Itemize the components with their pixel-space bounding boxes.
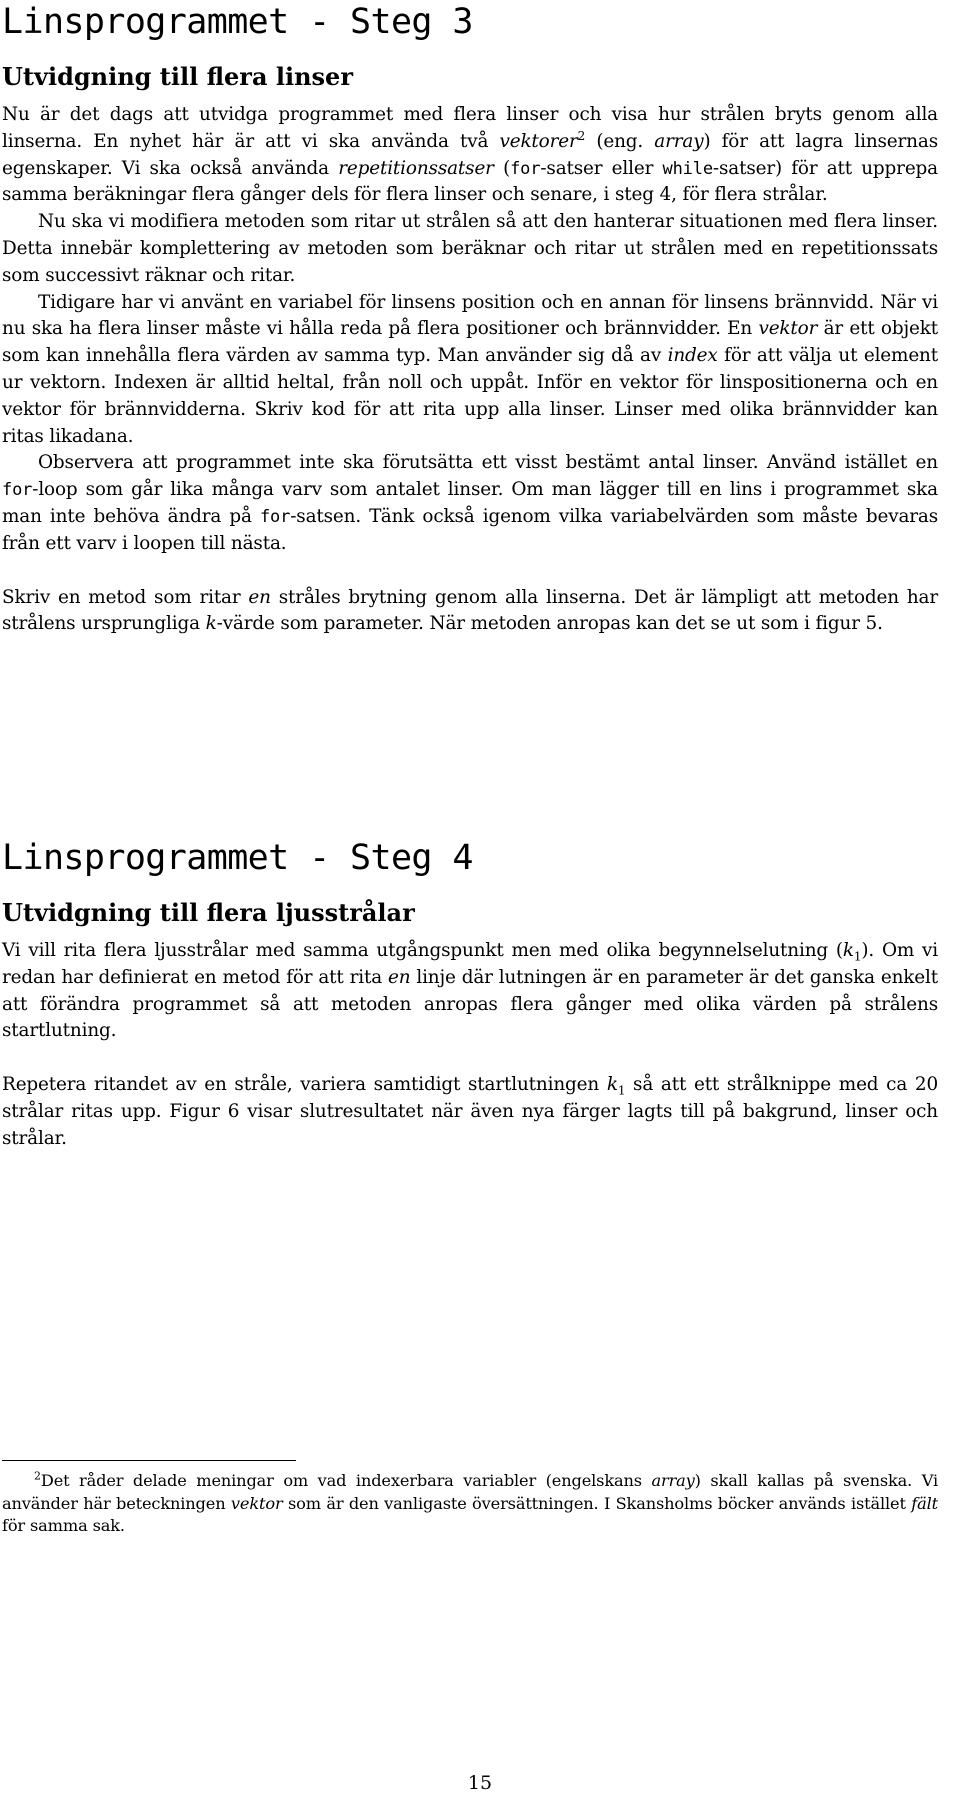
page-number: 15	[467, 1772, 493, 1794]
footnote-divider	[2, 1460, 296, 1461]
footnote	[2, 1470, 938, 1538]
section-subtitle: Utvidgning till flera linser	[2, 62, 353, 91]
paragraph: Nu är det dags att utvidga programmet med flera linser och visa hur strålen bryts genom alla linserna. En nyhet här är att vi ska använda två vektorer$^2$ (eng. array) för att lagra linsernas egenskaper. Vi ska också använda repetitionssatser (for-satser eller while-satser) för att upprepa samma beräkningar flera gånger dels för flera linser och senare, i steg 4, för flera strålar.	[2, 104, 938, 206]
footnote-mark: 2	[34, 1469, 41, 1483]
paragraph: Skriv en metod som ritar en stråles brytning genom alla linserna. Det är lämpligt att metoden har strålens ursprungliga k-värde som parameter. När metoden anropas kan det se ut som i figur 5.	[2, 586, 938, 635]
section-title: Linsprogrammet - Steg 4	[2, 838, 473, 878]
paragraph: Observera att programmet inte ska förutsätta ett visst bestämt antal linser. Använd istället en for-loop som går lika många varv som antalet linser. Om man lägger till en lins i programmet ska man inte behöva ändra på for-satsen. Tänk också igenom vilka variabelvärden som måste bevaras från ett varv i loopen till nästa.	[2, 452, 938, 554]
footnote-ref: 2	[577, 128, 586, 143]
section-title: Linsprogrammet - Steg 3	[2, 2, 473, 42]
paragraph: Tidigare har vi använt en variabel för linsens position och en annan för linsens brännvidd. När vi nu ska ha flera linser måste vi hålla reda på flera positioner och brännvidder. En vektor är ett objekt som kan innehålla flera värden av samma typ. Man använder sig då av index för att välja ut element ur vektorn. Indexen är alltid heltal, från noll och uppåt. Inför en vektor för linspositionerna och en vektor för brännvidderna. Skriv kod för att rita upp alla linser. Linser med olika brännvidder kan ritas likadana.	[2, 291, 938, 447]
section-steg-4	[2, 838, 938, 1153]
section-subtitle: Utvidgning till flera ljusstrålar	[2, 898, 415, 927]
footnote-text: $^2$Det råder delade meningar om vad indexerbara variabler (engelskans array) skall kallas på svenska. Vi använder här beteckningen vektor som är den vanligaste översättningen. I Skansholms böcker används istället fält för samma sak.	[2, 1469, 938, 1536]
paragraph: Vi vill rita flera ljusstrålar med samma utgångspunkt men med olika begynnelselutning $(k_1)$. Om vi redan har definierat en metod för att rita en linje där lutningen är en parameter är det ganska enkelt att förändra programmet så att metoden anropas flera gånger med olika värden på strålens startlutning.	[2, 940, 938, 1042]
paragraph: Nu ska vi modifiera metoden som ritar ut strålen så att den hanterar situationen med flera linser. Detta innebär komplettering av metoden som beräknar och ritar ut strålen med en repetitionssats som successivt räknar och ritar.	[2, 211, 938, 286]
paragraph: Repetera ritandet av en stråle, variera samtidigt startlutningen $k_1$ så att ett strålknippe med ca 20 strålar ritas upp. Figur 6 visar slutresultatet när även nya färger lagts till på bakgrund, linser och strålar.	[2, 1074, 938, 1149]
section-steg-3	[2, 2, 938, 638]
